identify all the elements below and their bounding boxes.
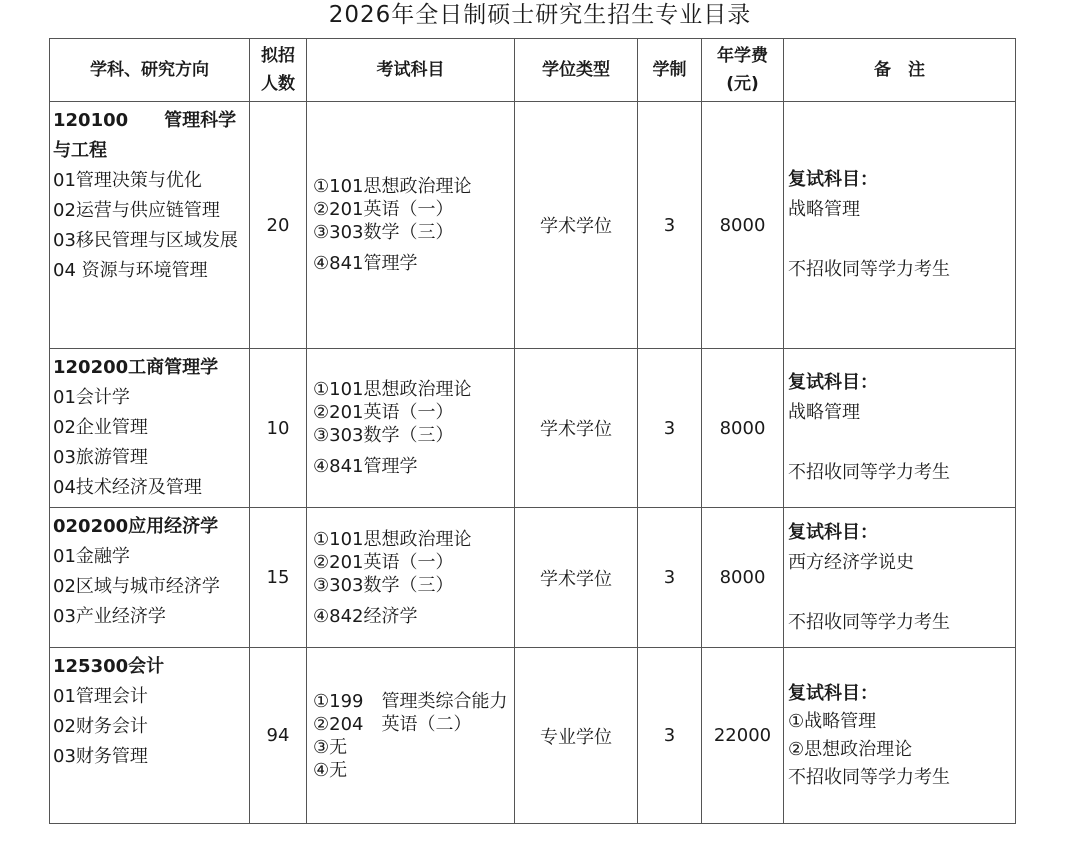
direction-item: 03旅游管理 — [53, 447, 148, 468]
exam-item: ①101思想政治理论 — [313, 176, 472, 197]
major-cell — [50, 508, 250, 648]
direction-item: 04 资源与环境管理 — [53, 260, 208, 281]
table-row — [50, 508, 1016, 648]
header-quota — [250, 39, 307, 102]
quota-cell: 10 — [250, 349, 307, 508]
exam-item: ④无 — [313, 759, 348, 781]
exam-item: ③303数学（三） — [313, 222, 454, 243]
restriction-text: 不招收同等学力考生 — [788, 766, 950, 788]
major-code-name: 020200应用经济学 — [53, 516, 219, 537]
retest-label: 复试科目： — [788, 169, 878, 190]
exam-cell — [307, 102, 515, 349]
degree-type-cell: 专业学位 — [515, 648, 638, 824]
direction-item: 01金融学 — [53, 546, 130, 567]
restriction-text: 不招收同等学力考生 — [788, 462, 950, 483]
retest-label: 复试科目： — [788, 372, 878, 393]
retest-label: 复试科目： — [788, 682, 878, 704]
notes-cell — [784, 648, 1016, 824]
years-cell: 3 — [638, 648, 702, 824]
restriction-text: 不招收同等学力考生 — [788, 611, 950, 633]
years-cell: 3 — [638, 349, 702, 508]
direction-item: 02运营与供应链管理 — [53, 200, 220, 221]
exam-item: ②204 英语（二） — [313, 713, 472, 735]
years-cell: 3 — [638, 102, 702, 349]
restriction-text: 不招收同等学力考生 — [788, 259, 950, 280]
major-code-name: 120100 管理科学与工程 — [53, 110, 237, 161]
fee-cell: 8000 — [702, 508, 784, 648]
exam-item: ①101思想政治理论 — [313, 379, 472, 400]
notes-cell — [784, 349, 1016, 508]
degree-type-cell: 学术学位 — [515, 102, 638, 349]
degree-type-cell: 学术学位 — [515, 349, 638, 508]
exam-item: ④841管理学 — [313, 253, 418, 274]
retest-label: 复试科目： — [788, 521, 878, 543]
exam-item: ②201英语（一） — [313, 551, 454, 573]
quota-cell: 94 — [250, 648, 307, 824]
exam-item: ②201英语（一） — [313, 199, 454, 220]
header-fee-line1: 年学费 — [717, 46, 768, 66]
table-row — [50, 349, 1016, 508]
direction-item: 03产业经济学 — [53, 606, 166, 627]
exam-item: ①199 管理类综合能力 — [313, 690, 508, 712]
fee-cell: 8000 — [702, 349, 784, 508]
table-row — [50, 102, 1016, 349]
exam-cell — [307, 349, 515, 508]
header-notes: 备 注 — [784, 39, 1016, 102]
exam-cell — [307, 648, 515, 824]
retest-item: 战略管理 — [788, 199, 860, 220]
exam-item: ③无 — [313, 736, 348, 758]
quota-cell: 20 — [250, 102, 307, 349]
years-cell: 3 — [638, 508, 702, 648]
fee-cell: 8000 — [702, 102, 784, 349]
direction-item: 04技术经济及管理 — [53, 477, 202, 498]
header-exam: 考试科目 — [307, 39, 515, 102]
direction-item: 01会计学 — [53, 387, 130, 408]
quota-cell: 15 — [250, 508, 307, 648]
header-major: 学科、研究方向 — [50, 39, 250, 102]
enrollment-catalog-table — [49, 38, 1016, 824]
retest-item: 战略管理 — [788, 402, 860, 423]
direction-item: 02企业管理 — [53, 417, 148, 438]
exam-item: ③303数学（三） — [313, 425, 454, 446]
direction-item: 03财务管理 — [53, 746, 148, 767]
major-cell — [50, 102, 250, 349]
header-quota-line2: 人数 — [261, 74, 295, 94]
page-title: 2026年全日制硕士研究生招生专业目录 — [328, 2, 752, 28]
direction-item: 01管理会计 — [53, 686, 148, 707]
fee-cell: 22000 — [702, 648, 784, 824]
header-row — [50, 39, 1016, 102]
exam-item: ③303数学（三） — [313, 574, 454, 596]
exam-item: ①101思想政治理论 — [313, 528, 472, 550]
retest-item: 西方经济学说史 — [788, 551, 914, 573]
direction-item: 03移民管理与区域发展 — [53, 230, 238, 251]
degree-type-cell: 学术学位 — [515, 508, 638, 648]
major-code-name: 125300会计 — [53, 656, 165, 677]
major-cell — [50, 349, 250, 508]
exam-cell — [307, 508, 515, 648]
retest-item: ①战略管理 — [788, 710, 877, 732]
major-cell — [50, 648, 250, 824]
header-fee-line2: (元) — [726, 74, 759, 94]
direction-item: 02区域与城市经济学 — [53, 576, 220, 597]
exam-item: ④842经济学 — [313, 605, 418, 627]
exam-item: ④841管理学 — [313, 456, 418, 477]
header-fee — [702, 39, 784, 102]
table-row — [50, 648, 1016, 824]
notes-cell — [784, 508, 1016, 648]
notes-cell — [784, 102, 1016, 349]
retest-item: ②思想政治理论 — [788, 738, 913, 760]
direction-item: 02财务会计 — [53, 716, 148, 737]
header-quota-line1: 拟招 — [261, 46, 295, 66]
major-code-name: 120200工商管理学 — [53, 357, 219, 378]
direction-item: 01管理决策与优化 — [53, 170, 202, 191]
exam-item: ②201英语（一） — [313, 402, 454, 423]
header-years: 学制 — [638, 39, 702, 102]
header-degree-type: 学位类型 — [515, 39, 638, 102]
